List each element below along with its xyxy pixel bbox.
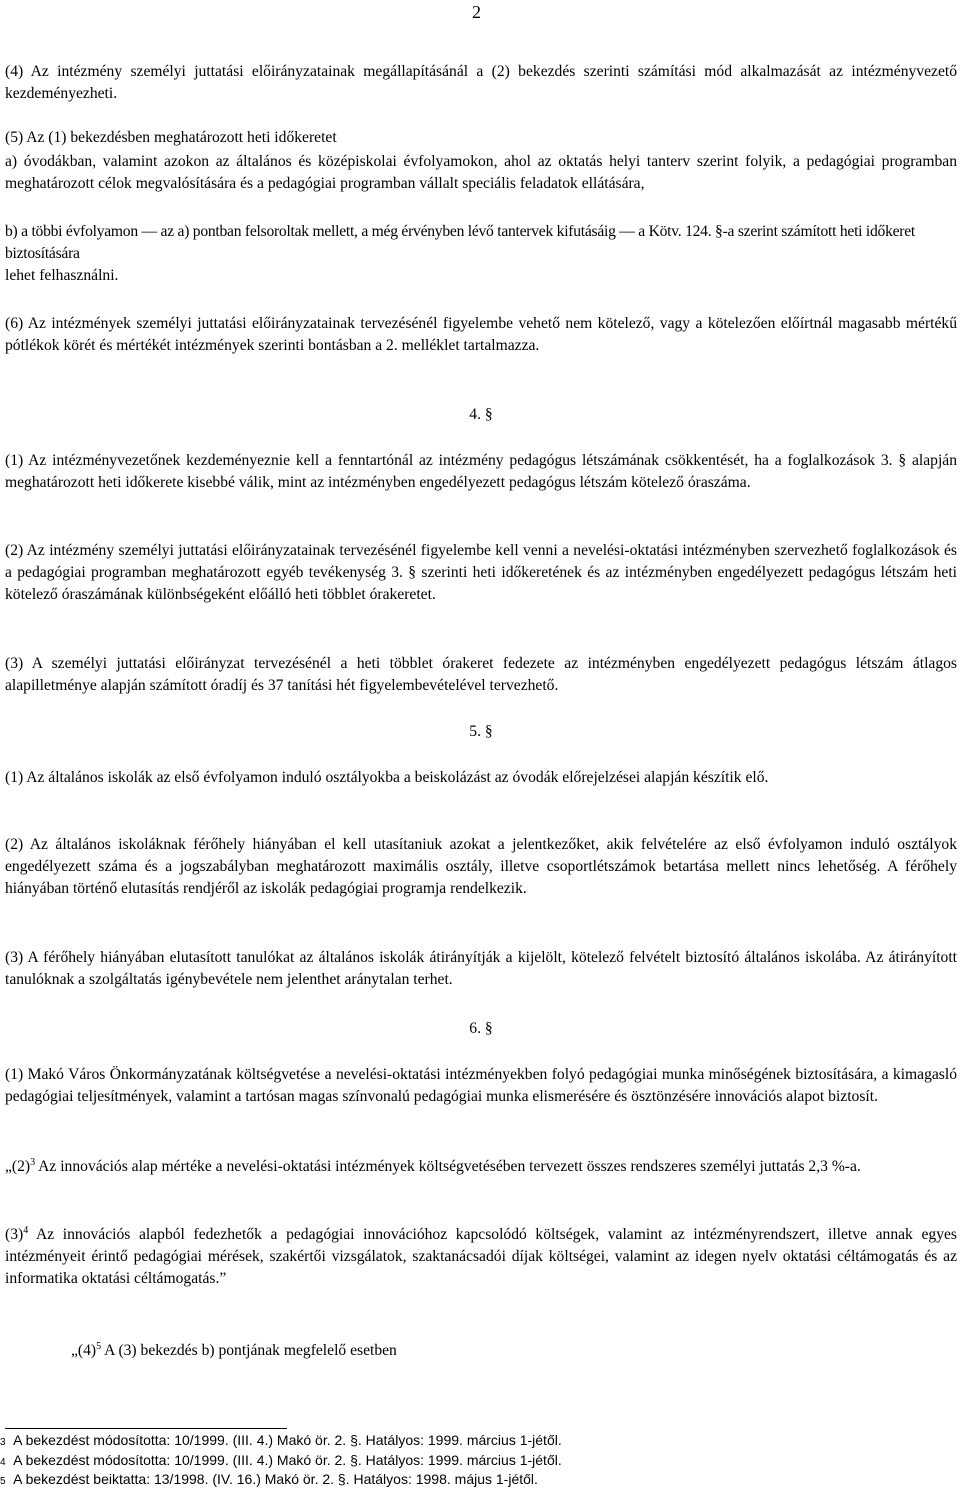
footnote-text: A bekezdést beiktatta: 13/1998. (IV. 16.) Makó ör. 2. §. Hatályos: 1998. május 1-jétől. [10, 1471, 538, 1487]
footnote-4 [0, 1452, 955, 1472]
paragraph-5-1: (1) Az általános iskolák az első évfolyamon induló osztályokba a beiskolázást az óvodák előrejelzései alapján készítik elő. [5, 769, 769, 786]
paragraph-6-1: (1) Makó Város Önkormányzatának költségvetése a nevelési-oktatási intézményekben folyó pedagógiai munka minőségének biztosítására, a kimagasló pedagógiai teljesítmények, valamint a tartósan magas színvonalú pedagógiai munka elismerésére és ösztönzésére innovációs alapot biztosít. [5, 1066, 957, 1105]
footnote-text: A bekezdést módosította: 10/1999. (III. 4.) Makó ör. 2. §. Hatályos: 1999. március 1-jétől. [10, 1432, 562, 1448]
paragraph-6-4-lead: „(4) [71, 1342, 97, 1359]
paragraph-6-2 [5, 1156, 957, 1178]
footnote-mark: 3 [0, 1437, 6, 1448]
paragraph-4-1: (1) Az intézményvezetőnek kezdeményeznie kell a fenntartónál az intézmény pedagógus létszámának csökkentését, ha a foglalkozások 3. § alapján meghatározott heti időkerete kisebbé válik, mint az intézményben engedélyezett pedagógus létszám kötelező óraszáma. [5, 452, 957, 491]
paragraph-6-2-text: Az innovációs alap mértéke a nevelési-oktatási intézmények költségvetésében tervezett összes rendszeres személyi juttatás 2,3 %-a. [35, 1158, 861, 1175]
paragraph-3-5-a: a) óvodákban, valamint azokon az általános és középiskolai évfolyamokon, ahol az oktatás helyi tanterv szerint folyik, a pedagógiai programban meghatározott célok megvalósítására és a pedagógiai programban vállalt speciális feladatok ellátására, [5, 153, 957, 192]
paragraph-6-4 [71, 1340, 957, 1362]
paragraph-3-6: (6) Az intézmények személyi juttatási előirányzatainak tervezésénél figyelembe vehető nem kötelező, vagy a kötelezően előírtnál magasabb mértékű pótlékok körét és mértékét intézmények szerinti bontásban a 2. melléklet tartalmazza. [5, 315, 957, 354]
section-heading-4: 4. § [469, 406, 493, 423]
footnote-text: A bekezdést módosította: 10/1999. (III. 4.) Makó ör. 2. §. Hatályos: 1999. március 1-jétől. [10, 1451, 562, 1468]
footnote-mark: 4 [0, 1456, 6, 1468]
paragraph-4-3: (3) A személyi juttatási előirányzat tervezésénél a heti többlet órakeret fedezete az intézményben engedélyezett pedagógus létszám átlagos alapilletménye alapján számított óradíj és 37 tanítási hét figyelembevételével tervezhető. [5, 655, 957, 694]
footnote-mark: 5 [0, 1476, 6, 1487]
footnote-divider [5, 1428, 287, 1429]
paragraph-3-5-intro: (5) Az (1) bekezdésben meghatározott heti időkeretet [5, 129, 337, 146]
footnote-ref-5[interactable]: 5 [96, 1341, 102, 1352]
footnote-5 [0, 1471, 955, 1491]
footnote-3 [0, 1432, 955, 1452]
footnote-ref-4[interactable]: 4 [23, 1225, 29, 1236]
paragraph-3-5-end: lehet felhasználni. [5, 267, 119, 284]
paragraph-3-5-b: b) a többi évfolyamon — az a) pontban felsoroltak mellett, a még érvényben lévő tantervek kifutásáig — a Kötv. 124. §-a szerint számított heti időkeret biztosítására [5, 223, 915, 262]
section-heading-5: 5. § [469, 723, 493, 740]
page-number: 2 [472, 2, 481, 22]
paragraph-4-2: (2) Az intézmény személyi juttatási előirányzatainak tervezésénél figyelembe kell venni a nevelési-oktatási intézményben szervezhető foglalkozások és a pedagógiai programban meghatározott egyéb tevékenység 3. § szerinti heti időkeretének és az intézményben engedélyezett pedagógus létszám heti kötelező óraszámának különbségeként előálló heti többlet órakeretet. [5, 542, 957, 603]
paragraph-6-3-text: Az innovációs alapból fedezhetők a pedagógiai innovációhoz kapcsolódó költségek, valamint az intézményrendszert, illetve annak egyes intézményeit érintő pedagógiai mérések, szakértői vizsgálatok, szaktanácsadói díjak költségei, valamint az idegen nyelv oktatási céltámogatás és az informatika oktatási céltámogatás.” [5, 1226, 957, 1287]
paragraph-6-4-text: A (3) bekezdés b) pontjának megfelelő esetben [101, 1342, 397, 1359]
paragraph-6-3 [5, 1224, 957, 1290]
footnote-ref-3[interactable]: 3 [30, 1157, 36, 1168]
paragraph-5-2: (2) Az általános iskoláknak férőhely hiányában el kell utasítaniuk azokat a jelentkezőket, akik felvételére az első évfolyamon induló osztályok engedélyezett száma és a jogszabályban meghatározott maximális osztály, illetve csoportlétszámok betartása mellett nincs lehetőség. A férőhely hiányában történő elutasítás rendjéről az iskolák pedagógiai programja rendelkezik. [5, 836, 957, 897]
paragraph-6-3-lead: (3) [5, 1226, 24, 1243]
paragraph-5-3: (3) A férőhely hiányában elutasított tanulókat az általános iskolák átirányítják a kijelölt, kötelező felvételt biztosító általános iskolába. Az átirányított tanulóknak a szolgáltatás igénybevétele nem jelenthet aránytalan terhet. [5, 949, 957, 988]
section-heading-6: 6. § [469, 1020, 493, 1037]
paragraph-6-2-lead: „(2) [5, 1158, 31, 1175]
paragraph-3-4: (4) Az intézmény személyi juttatási előirányzatainak megállapításánál a (2) bekezdés szerinti számítási mód alkalmazását az intézményvezető kezdeményezheti. [5, 63, 957, 102]
